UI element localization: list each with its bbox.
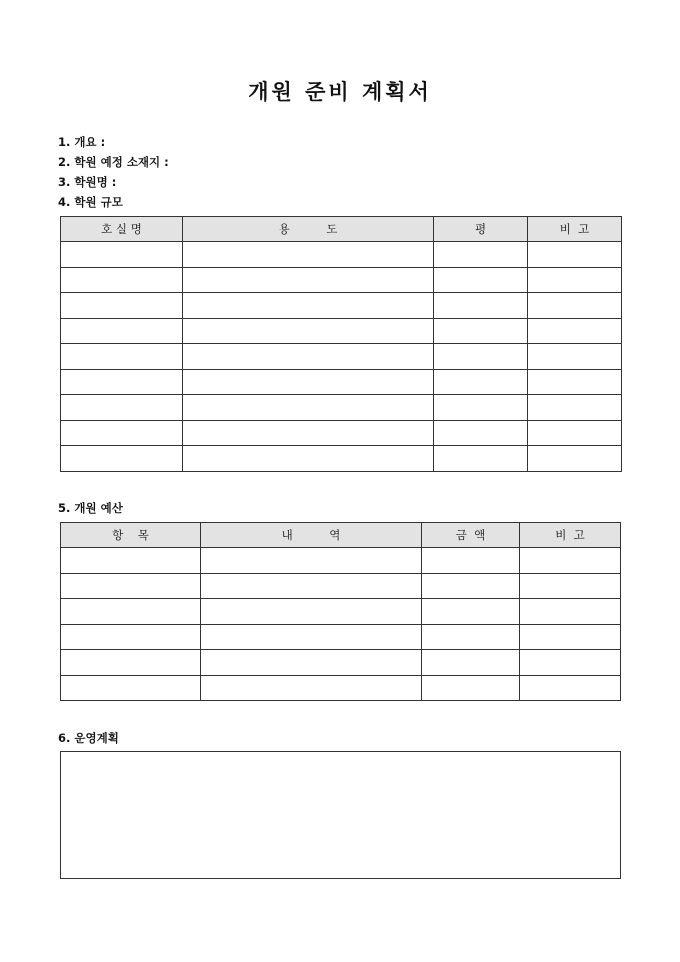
budget-table-cell[interactable] <box>61 624 201 650</box>
budget-table-cell[interactable] <box>201 548 422 574</box>
budget-table-cell[interactable] <box>201 573 422 599</box>
scale-table-cell[interactable] <box>61 395 183 421</box>
scale-table-row <box>61 318 622 344</box>
scale-table-cell[interactable] <box>434 344 528 370</box>
scale-table-cell[interactable] <box>183 395 434 421</box>
scale-table-body <box>61 242 622 472</box>
section-overview: 1. 개요 : <box>58 135 106 149</box>
scale-table-cell[interactable] <box>434 242 528 268</box>
scale-table-cell[interactable] <box>61 420 183 446</box>
budget-table-cell[interactable] <box>422 573 520 599</box>
scale-table-cell[interactable] <box>183 267 434 293</box>
header-details: 내 역 <box>201 523 422 548</box>
operation-plan-box[interactable] <box>60 751 621 879</box>
scale-table <box>60 216 622 472</box>
budget-table-cell[interactable] <box>201 599 422 625</box>
section-budget: 5. 개원 예산 <box>58 501 123 515</box>
scale-table-cell[interactable] <box>61 318 183 344</box>
scale-table-cell[interactable] <box>434 318 528 344</box>
header-room-name: 호 실 명 <box>61 217 183 242</box>
header-remarks: 비 고 <box>528 217 622 242</box>
scale-table-cell[interactable] <box>434 369 528 395</box>
scale-table-cell[interactable] <box>434 267 528 293</box>
scale-table-cell[interactable] <box>528 267 622 293</box>
budget-table-cell[interactable] <box>422 650 520 676</box>
scale-table-cell[interactable] <box>61 446 183 472</box>
budget-table-cell[interactable] <box>520 573 621 599</box>
scale-table-cell[interactable] <box>61 293 183 319</box>
scale-table-row <box>61 242 622 268</box>
scale-table-cell[interactable] <box>183 369 434 395</box>
scale-table-cell[interactable] <box>528 369 622 395</box>
scale-table-row <box>61 420 622 446</box>
budget-table-body <box>61 548 621 701</box>
header-purpose: 용 도 <box>183 217 434 242</box>
section-location: 2. 학원 예정 소재지 : <box>58 155 169 169</box>
budget-table-row <box>61 624 621 650</box>
scale-table-cell[interactable] <box>528 395 622 421</box>
scale-table-cell[interactable] <box>434 420 528 446</box>
budget-table-cell[interactable] <box>61 675 201 701</box>
budget-table-cell[interactable] <box>61 599 201 625</box>
budget-table-cell[interactable] <box>201 650 422 676</box>
scale-table-cell[interactable] <box>61 242 183 268</box>
budget-table <box>60 522 621 701</box>
scale-table-cell[interactable] <box>183 242 434 268</box>
scale-table-cell[interactable] <box>528 242 622 268</box>
scale-table-cell[interactable] <box>61 369 183 395</box>
header-item: 항 목 <box>61 523 201 548</box>
section-academy-name: 3. 학원명 : <box>58 175 117 189</box>
budget-table-cell[interactable] <box>201 675 422 701</box>
scale-table-cell[interactable] <box>434 395 528 421</box>
budget-table-row <box>61 548 621 574</box>
budget-table-cell[interactable] <box>520 548 621 574</box>
budget-table-cell[interactable] <box>520 675 621 701</box>
scale-table-row <box>61 267 622 293</box>
scale-table-row <box>61 293 622 319</box>
budget-table-row <box>61 573 621 599</box>
scale-table-cell[interactable] <box>61 344 183 370</box>
scale-table-cell[interactable] <box>434 293 528 319</box>
budget-table-cell[interactable] <box>422 548 520 574</box>
header-area: 평 <box>434 217 528 242</box>
section-plan: 6. 운영계획 <box>58 731 119 745</box>
budget-table-cell[interactable] <box>520 624 621 650</box>
header-budget-remarks: 비 고 <box>520 523 621 548</box>
scale-table-cell[interactable] <box>528 420 622 446</box>
document-title: 개원 준비 계획서 <box>248 79 432 104</box>
budget-table-cell[interactable] <box>201 624 422 650</box>
scale-table-cell[interactable] <box>183 420 434 446</box>
scale-table-row <box>61 395 622 421</box>
scale-table-cell[interactable] <box>61 267 183 293</box>
budget-table-header <box>61 523 621 548</box>
header-amount: 금 액 <box>422 523 520 548</box>
scale-table-cell[interactable] <box>183 318 434 344</box>
scale-table-cell[interactable] <box>434 446 528 472</box>
scale-table-row <box>61 446 622 472</box>
scale-table-cell[interactable] <box>528 344 622 370</box>
budget-table-cell[interactable] <box>61 548 201 574</box>
budget-table-cell[interactable] <box>422 599 520 625</box>
budget-table-row <box>61 650 621 676</box>
scale-table-row <box>61 344 622 370</box>
scale-table-row <box>61 369 622 395</box>
scale-table-cell[interactable] <box>528 293 622 319</box>
budget-table-row <box>61 599 621 625</box>
scale-table-cell[interactable] <box>183 446 434 472</box>
scale-table-header <box>61 217 622 242</box>
scale-table-cell[interactable] <box>183 293 434 319</box>
scale-table-cell[interactable] <box>183 344 434 370</box>
scale-table-cell[interactable] <box>528 446 622 472</box>
budget-table-cell[interactable] <box>422 624 520 650</box>
budget-table-cell[interactable] <box>61 650 201 676</box>
section-scale: 4. 학원 규모 <box>58 195 123 209</box>
budget-table-cell[interactable] <box>520 650 621 676</box>
budget-table-cell[interactable] <box>61 573 201 599</box>
budget-table-row <box>61 675 621 701</box>
budget-table-cell[interactable] <box>520 599 621 625</box>
budget-table-cell[interactable] <box>422 675 520 701</box>
scale-table-cell[interactable] <box>528 318 622 344</box>
